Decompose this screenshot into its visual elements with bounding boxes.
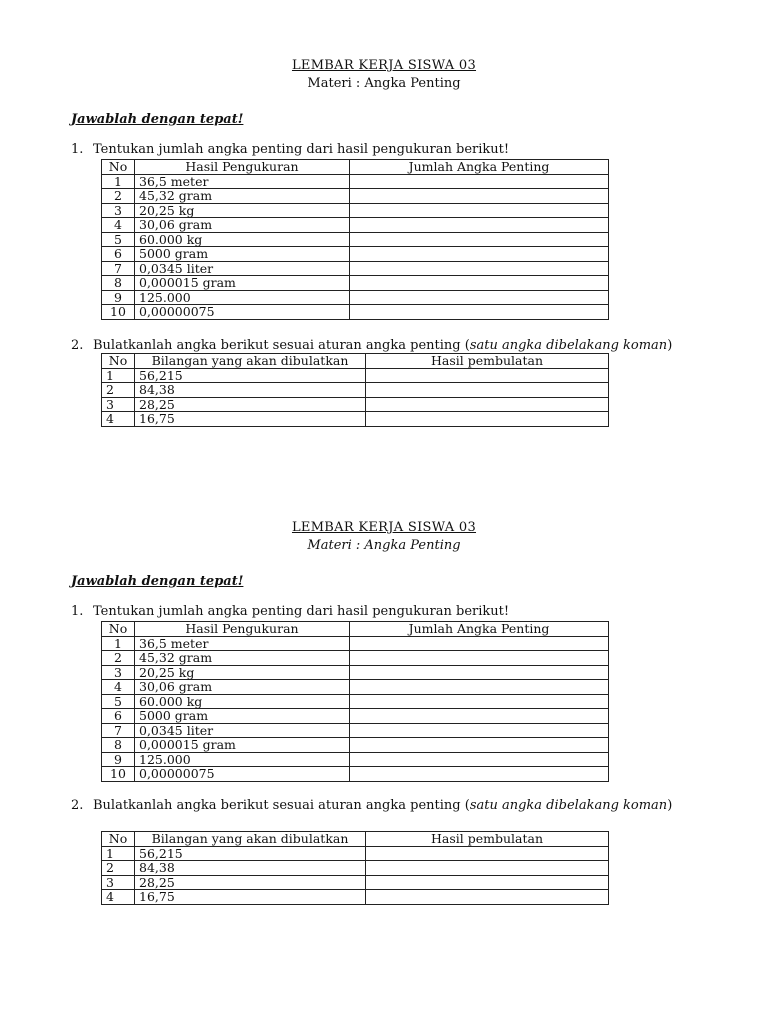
- cell-no: 7: [102, 261, 135, 276]
- instruction: Jawablah dengan tepat!: [71, 574, 244, 589]
- table-row: [102, 636, 609, 651]
- cell-value: 125.000: [135, 752, 350, 767]
- cell-answer[interactable]: [366, 383, 609, 398]
- table-row: [102, 276, 609, 291]
- cell-answer[interactable]: [366, 846, 609, 861]
- cell-answer[interactable]: [350, 738, 609, 753]
- cell-value: 60.000 kg: [135, 694, 350, 709]
- question-text: Tentukan jumlah angka penting dari hasil pengukuran berikut!: [93, 142, 510, 157]
- cell-no: 3: [102, 203, 135, 218]
- table-row: [102, 368, 609, 383]
- table-row: [102, 861, 609, 876]
- cell-no: 4: [102, 680, 135, 695]
- cell-value: 0,000015 gram: [135, 738, 350, 753]
- table-row: [102, 261, 609, 276]
- table-row: [102, 875, 609, 890]
- table-row: [102, 665, 609, 680]
- cell-no: 10: [102, 305, 135, 320]
- cell-no: 5: [102, 694, 135, 709]
- cell-answer[interactable]: [366, 397, 609, 412]
- question-text: Bulatkanlah angka berikut sesuai aturan angka penting (: [93, 798, 470, 813]
- table-row: [102, 412, 609, 427]
- cell-value: 30,06 gram: [135, 680, 350, 695]
- cell-answer[interactable]: [350, 767, 609, 782]
- cell-answer[interactable]: [366, 875, 609, 890]
- cell-no: 9: [102, 752, 135, 767]
- cell-answer[interactable]: [366, 412, 609, 427]
- header-significant-figures: Jumlah Angka Penting: [350, 622, 609, 637]
- cell-answer[interactable]: [350, 174, 609, 189]
- header-number-to-round: Bilangan yang akan dibulatkan: [135, 354, 366, 369]
- question-2: [71, 798, 672, 813]
- cell-no: 8: [102, 276, 135, 291]
- cell-value: 45,32 gram: [135, 189, 350, 204]
- cell-value: 84,38: [135, 861, 366, 876]
- header-number-to-round: Bilangan yang akan dibulatkan: [135, 832, 366, 847]
- table-row: [102, 189, 609, 204]
- cell-no: 3: [102, 875, 135, 890]
- measurement-table-body: [102, 636, 609, 781]
- cell-answer[interactable]: [350, 694, 609, 709]
- table-row: [102, 651, 609, 666]
- cell-no: 1: [102, 174, 135, 189]
- rounding-table: [101, 831, 609, 905]
- cell-answer[interactable]: [350, 305, 609, 320]
- worksheet-subtitle: Materi : Angka Penting: [307, 538, 461, 553]
- instruction: Jawablah dengan tepat!: [71, 112, 244, 127]
- cell-value: 28,25: [135, 397, 366, 412]
- cell-no: 6: [102, 709, 135, 724]
- cell-answer[interactable]: [350, 232, 609, 247]
- cell-value: 56,215: [135, 368, 366, 383]
- cell-no: 6: [102, 247, 135, 262]
- cell-value: 45,32 gram: [135, 651, 350, 666]
- cell-value: 0,0345 liter: [135, 723, 350, 738]
- cell-value: 36,5 meter: [135, 636, 350, 651]
- table-header-row: [102, 622, 609, 637]
- question-1: [71, 604, 509, 619]
- cell-answer[interactable]: [350, 665, 609, 680]
- cell-no: 2: [102, 189, 135, 204]
- cell-no: 1: [102, 636, 135, 651]
- cell-no: 3: [102, 397, 135, 412]
- question-text: Bulatkanlah angka berikut sesuai aturan angka penting (: [93, 338, 470, 353]
- rounding-table-body: [102, 368, 609, 426]
- cell-answer[interactable]: [350, 203, 609, 218]
- question-1: [71, 142, 509, 157]
- table-row: [102, 174, 609, 189]
- table-row: [102, 694, 609, 709]
- cell-value: 20,25 kg: [135, 665, 350, 680]
- table-header-row: [102, 832, 609, 847]
- cell-answer[interactable]: [366, 368, 609, 383]
- header-significant-figures: Jumlah Angka Penting: [350, 160, 609, 175]
- table-row: [102, 397, 609, 412]
- cell-no: 2: [102, 383, 135, 398]
- worksheet-subtitle: Materi : Angka Penting: [307, 76, 461, 91]
- table-row: [102, 890, 609, 905]
- rounding-table: [101, 353, 609, 427]
- table-header-row: [102, 354, 609, 369]
- cell-answer[interactable]: [366, 890, 609, 905]
- header-no: No: [102, 832, 135, 847]
- cell-no: 4: [102, 218, 135, 233]
- header-measurement: Hasil Pengukuran: [135, 622, 350, 637]
- header-no: No: [102, 160, 135, 175]
- cell-value: 36,5 meter: [135, 174, 350, 189]
- cell-no: 8: [102, 738, 135, 753]
- cell-no: 9: [102, 290, 135, 305]
- header-no: No: [102, 354, 135, 369]
- measurement-table-body: [102, 174, 609, 319]
- table-row: [102, 709, 609, 724]
- cell-value: 0,00000075: [135, 767, 350, 782]
- measurement-table: [101, 621, 609, 782]
- table-row: [102, 738, 609, 753]
- worksheet-2: [0, 520, 768, 905]
- header-no: No: [102, 622, 135, 637]
- question-number: 1.: [71, 604, 84, 619]
- question-text-italic: satu angka dibelakang koman: [469, 798, 668, 813]
- cell-no: 2: [102, 861, 135, 876]
- header-rounding-result: Hasil pembulatan: [366, 832, 609, 847]
- cell-no: 10: [102, 767, 135, 782]
- question-number: 1.: [71, 142, 84, 157]
- cell-no: 7: [102, 723, 135, 738]
- cell-value: 56,215: [135, 846, 366, 861]
- cell-no: 4: [102, 890, 135, 905]
- cell-answer[interactable]: [350, 709, 609, 724]
- cell-value: 0,00000075: [135, 305, 350, 320]
- cell-value: 0,0345 liter: [135, 261, 350, 276]
- cell-value: 30,06 gram: [135, 218, 350, 233]
- cell-value: 5000 gram: [135, 709, 350, 724]
- cell-answer[interactable]: [350, 752, 609, 767]
- question-text-end: ): [667, 338, 673, 353]
- table-row: [102, 723, 609, 738]
- table-header-row: [102, 160, 609, 175]
- cell-no: 4: [102, 412, 135, 427]
- cell-answer[interactable]: [350, 247, 609, 262]
- cell-no: 2: [102, 651, 135, 666]
- cell-answer[interactable]: [350, 723, 609, 738]
- question-2: [71, 338, 672, 353]
- worksheet-title: LEMBAR KERJA SISWA 03: [291, 58, 477, 73]
- cell-answer[interactable]: [350, 276, 609, 291]
- question-number: 2.: [71, 338, 84, 353]
- cell-answer[interactable]: [350, 651, 609, 666]
- cell-answer[interactable]: [350, 636, 609, 651]
- rounding-table-body: [102, 846, 609, 904]
- table-row: [102, 305, 609, 320]
- cell-value: 28,25: [135, 875, 366, 890]
- cell-value: 60.000 kg: [135, 232, 350, 247]
- table-row: [102, 218, 609, 233]
- cell-no: 1: [102, 368, 135, 383]
- table-row: [102, 752, 609, 767]
- worksheet-title: LEMBAR KERJA SISWA 03: [291, 520, 477, 535]
- cell-no: 3: [102, 665, 135, 680]
- question-text-italic: satu angka dibelakang koman: [469, 338, 668, 353]
- header-rounding-result: Hasil pembulatan: [366, 354, 609, 369]
- table-row: [102, 247, 609, 262]
- cell-value: 84,38: [135, 383, 366, 398]
- measurement-table: [101, 159, 609, 320]
- cell-answer[interactable]: [350, 261, 609, 276]
- cell-answer[interactable]: [350, 189, 609, 204]
- cell-value: 0,000015 gram: [135, 276, 350, 291]
- cell-answer[interactable]: [350, 290, 609, 305]
- cell-value: 16,75: [135, 412, 366, 427]
- cell-answer[interactable]: [350, 218, 609, 233]
- table-row: [102, 767, 609, 782]
- cell-value: 125.000: [135, 290, 350, 305]
- question-text-end: ): [667, 798, 673, 813]
- table-row: [102, 290, 609, 305]
- cell-value: 16,75: [135, 890, 366, 905]
- cell-answer[interactable]: [366, 861, 609, 876]
- question-number: 2.: [71, 798, 84, 813]
- table-row: [102, 203, 609, 218]
- worksheet-1: [0, 58, 768, 427]
- cell-value: 5000 gram: [135, 247, 350, 262]
- cell-no: 1: [102, 846, 135, 861]
- table-row: [102, 680, 609, 695]
- question-text: Tentukan jumlah angka penting dari hasil pengukuran berikut!: [93, 604, 510, 619]
- cell-value: 20,25 kg: [135, 203, 350, 218]
- cell-answer[interactable]: [350, 680, 609, 695]
- table-row: [102, 846, 609, 861]
- table-row: [102, 383, 609, 398]
- header-measurement: Hasil Pengukuran: [135, 160, 350, 175]
- cell-no: 5: [102, 232, 135, 247]
- table-row: [102, 232, 609, 247]
